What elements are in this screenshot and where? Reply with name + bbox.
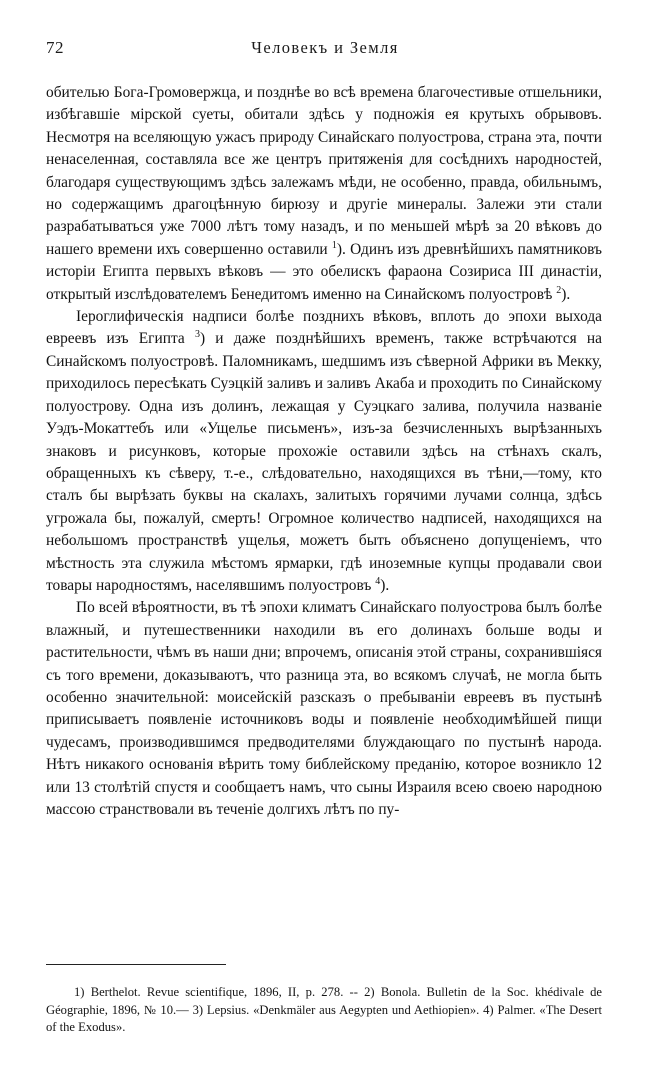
paragraph-2-continued: ) и даже позднѣйшихъ временъ, также встрѣчаются на Синайскомъ полуостровѣ. Паломникамъ, шедшимъ изъ сѣверной Африки въ Мекку, приходилось пересѣкать Суэцкій заливъ и заливъ Акаба и проходить по Синайскому полуострову. Одна изъ долинъ, лежащая у Суэцкаго залива, получила названіе Уэдъ-Мокаттебъ или «Ущелье письменъ», изъ-за безчисленныхъ вырѣзанныхъ знаковъ и рисунковъ, которые прохожіе оставили здѣсь на стѣнахъ скалъ, обращенныхъ къ сѣверу, т.-е., слѣдовательно, находящихся въ тѣни,—тому, кто сталъ бы вырѣзать буквы на скалахъ, залитыхъ горячими лучами солнца, здѣсь угрожала бы, пожалуй, смерть! Огромное количество надписей, находящихся на небольшомъ пространствѣ ущелья, можетъ быть объяснено допущеніемъ, что мѣстность эта служила мѣстомъ ярмарки, гдѣ иноземные купцы продавали свои товары народностямъ, населявшимъ полуостровъ <box>46 330 602 594</box>
paragraph-1-end: ). <box>561 285 571 303</box>
footnotes-text: 1) Berthelot. Revue scientifique, 1896, II, p. 278. -- 2) Bonola. Bulletin de la Soc. khédivale de Géographie, 1896, № 10.— 3) Lepsius. «Denkmäler aus Aegypten und Aethiopien». 4) Palmer. «The Desert of the Exodus». <box>46 985 602 1035</box>
footnotes-block <box>46 984 602 1037</box>
footnote-marker-1[interactable]: 1 <box>331 239 337 251</box>
footnote-marker-2[interactable]: 2 <box>556 284 562 296</box>
paragraph-2 <box>46 306 602 597</box>
footnote-separator-rule <box>46 964 226 965</box>
paragraph-1-text: обителью Бога-Громовержца, и позднѣе во всѣ времена благочестивые отшельники, избѣгавшіе мірской суеты, обитали здѣсь у подножія ея крутыхъ обрывовъ. Несмотря на вселяющую ужасъ природу Синайскаго полуострова, страна эта, почти ненаселенная, составляла все же центръ притяженія для сосѣднихъ народностей, благодаря существующимъ здѣсь залежамъ мѣди, не особенно, правда, обильнымъ, но содержащимъ драгоцѣнную бирюзу и другіе минералы. Залежи эти стали разрабатываться уже 7000 лѣтъ тому назадъ, и по меньшей мѣрѣ за 20 вѣковъ до нашего времени ихъ совершенно оставили <box>46 84 602 258</box>
paragraph-1-continued: ). Одинъ изъ древнѣйшихъ памятниковъ исторіи Египта первыхъ вѣковъ — это обелискъ фараона Созириса III династіи, открытый изслѣдователемъ Бенедитомъ именно на Синайскомъ полуостровѣ <box>46 240 602 303</box>
paragraph-1 <box>46 82 602 306</box>
paragraph-2-text: Іероглифическія надписи болѣе позднихъ вѣковъ, вплоть до эпохи выхода евреевъ изъ Египта <box>46 308 602 348</box>
page-number: 72 <box>46 38 64 57</box>
running-title: Человекъ и Земля <box>251 38 399 57</box>
footnote-marker-4[interactable]: 4 <box>375 575 381 587</box>
paragraph-2-end: ). <box>380 576 390 594</box>
page-header <box>46 38 602 68</box>
footnote-marker-3[interactable]: 3 <box>194 329 200 341</box>
paragraph-3: По всей вѣроятности, въ тѣ эпохи климатъ Синайскаго полуострова былъ болѣе влажный, и путешественники находили въ его долинахъ больше воды и растительности, чѣмъ въ наши дни; впрочемъ, описанія этой страны, сохранившіяся съ того времени, доказываютъ, что разница эта, во всякомъ случаѣ, не могла быть особенно значительной: моисейскій разсказъ о пребываніи евреевъ въ пустынѣ приписываетъ появленіе источниковъ воды и появленіе необходимѣйшей пищи чудесамъ, производившимся предводителями блуждающаго по пустынѣ народа. Нѣтъ никакого основанія вѣрить тому библейскому преданію, которое возникло 12 или 13 столѣтій спустя и сообщаетъ намъ, что сыны Израиля всею своею народною массою странствовали въ теченіе долгихъ лѣтъ по пу- <box>46 599 602 818</box>
body-text <box>46 82 602 821</box>
